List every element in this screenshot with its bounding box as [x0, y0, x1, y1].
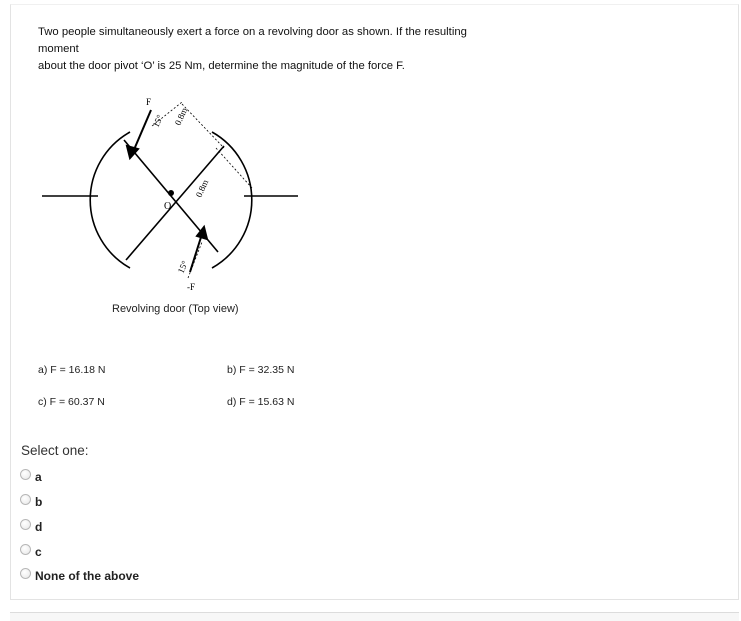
option-b-text: b) F = 32.35 N	[227, 364, 295, 376]
label-force-top: F	[146, 97, 152, 107]
label-force-bottom: -F	[187, 282, 196, 292]
force-arrow-top	[133, 110, 151, 152]
choice-d-label[interactable]: d	[35, 520, 43, 534]
option-d-text: d) F = 15.63 N	[227, 396, 295, 408]
door-leaf-2	[126, 146, 224, 260]
pivot-point	[168, 190, 174, 196]
label-pivot: O	[164, 201, 172, 212]
question-line-1: Two people simultaneously exert a force on a revolving door as shown. If the resulting moment	[38, 26, 467, 55]
label-distance-top: 0.8m	[172, 106, 190, 127]
choice-b[interactable]	[20, 494, 42, 510]
question-text	[38, 24, 508, 75]
choice-a-label[interactable]: a	[35, 470, 42, 484]
radio-c[interactable]	[20, 544, 31, 555]
door-arc-left	[90, 132, 130, 268]
label-angle-bottom: 15°	[175, 259, 190, 275]
choice-d[interactable]	[20, 519, 42, 535]
label-angle-top: 15°	[150, 113, 165, 129]
choice-b-label[interactable]: b	[35, 495, 43, 509]
option-c-text: c) F = 60.37 N	[38, 396, 105, 408]
choice-c-label[interactable]: c	[35, 545, 42, 559]
option-a-text: a) F = 16.18 N	[38, 364, 106, 376]
choice-none-label[interactable]: None of the above	[35, 569, 140, 583]
radio-b[interactable]	[20, 494, 31, 505]
choice-a[interactable]	[20, 469, 42, 485]
radio-d[interactable]	[20, 519, 31, 530]
choice-none[interactable]	[20, 568, 139, 584]
choice-c[interactable]	[20, 544, 42, 560]
question-line-2: about the door pivot ‘O’ is 25 Nm, determine the magnitude of the force F.	[38, 60, 405, 72]
radio-a[interactable]	[20, 469, 31, 480]
force-arrow-bottom	[190, 234, 202, 272]
label-distance-mid: 0.8m	[193, 178, 211, 199]
diagram-caption: Revolving door (Top view)	[112, 303, 239, 315]
revolving-door-diagram	[40, 92, 302, 292]
select-one-label: Select one:	[21, 443, 89, 458]
radio-none[interactable]	[20, 568, 31, 579]
